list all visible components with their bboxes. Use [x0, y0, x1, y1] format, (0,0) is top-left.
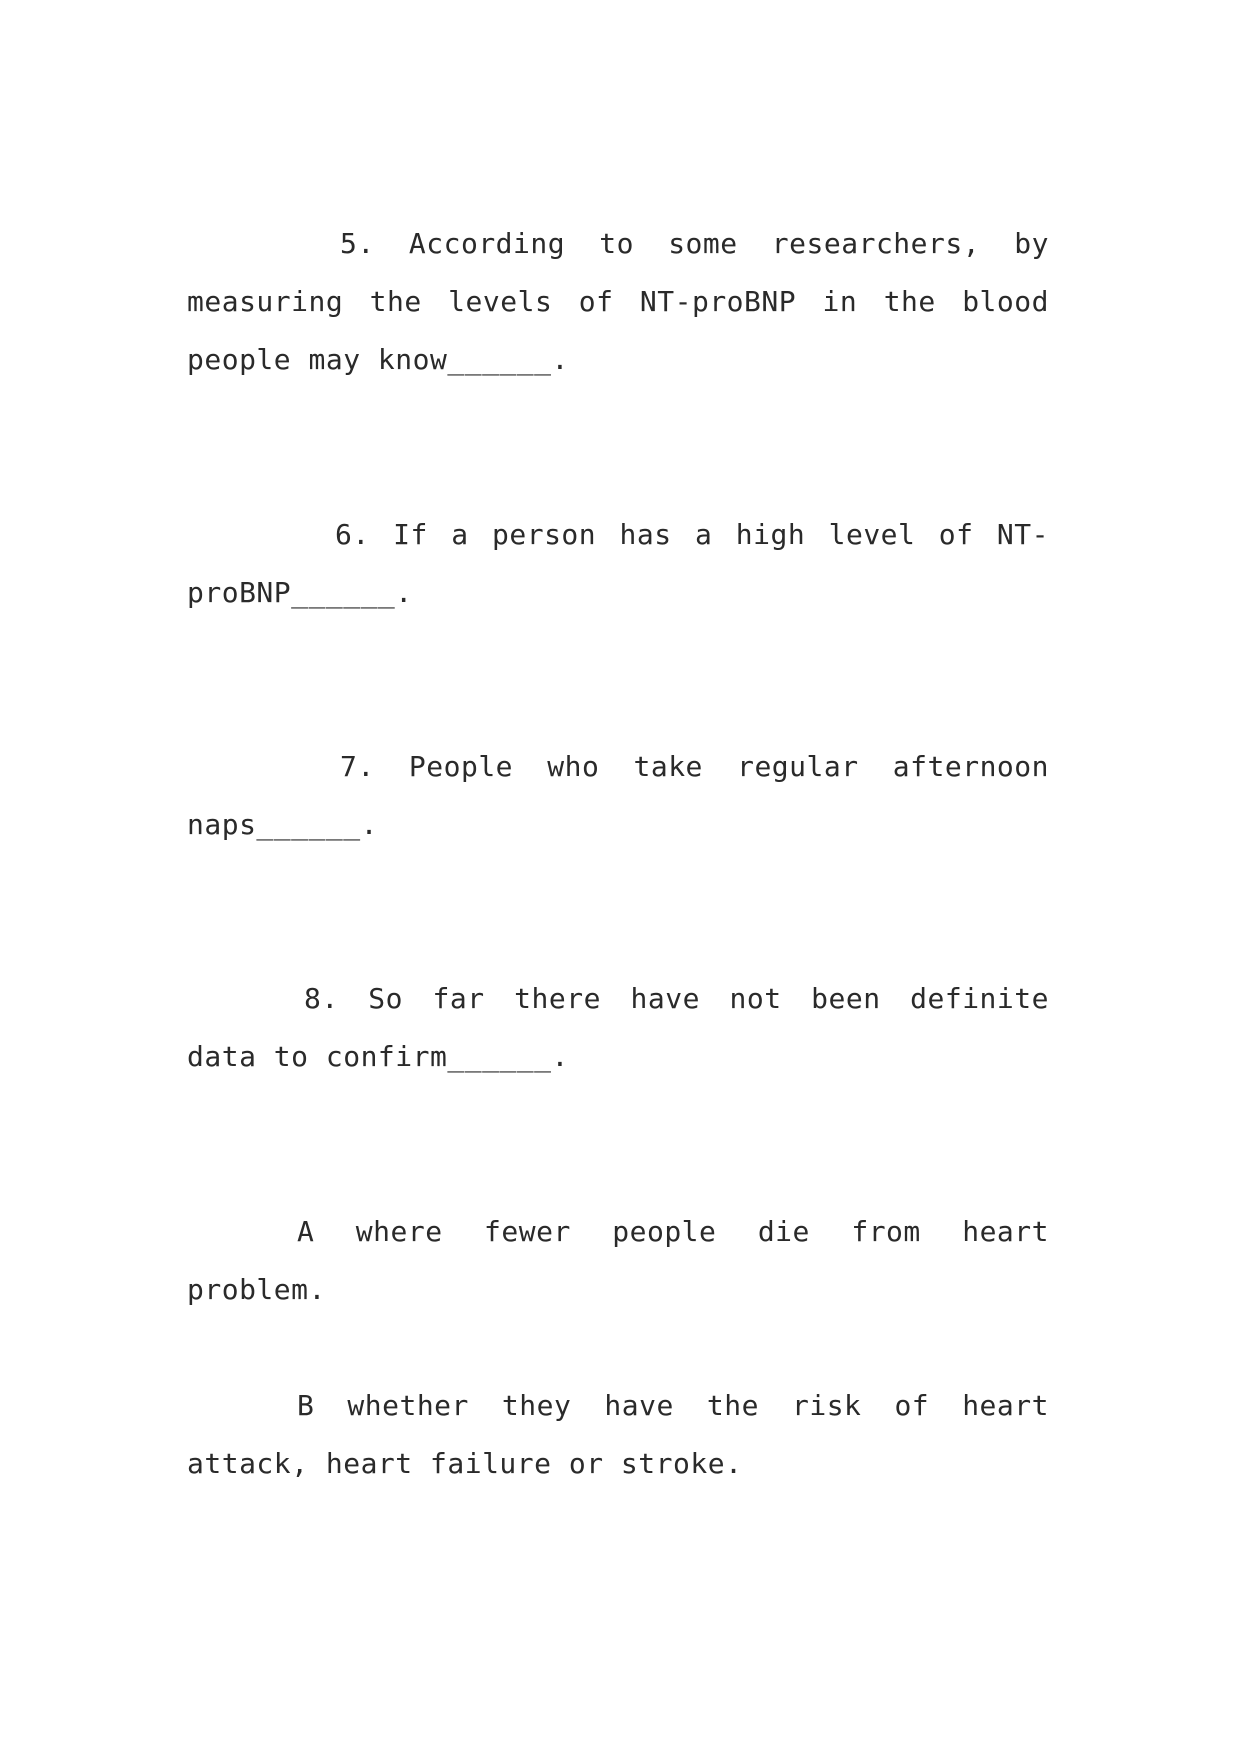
option-a: A where fewer people die from heart problem. [187, 1215, 1049, 1306]
option-b: B whether they have the risk of heart attack, heart failure or stroke. [187, 1389, 1049, 1480]
question-7: 7. People who take regular afternoon naps______. [187, 750, 1049, 841]
question-8: 8. So far there have not been definite data to confirm______. [187, 982, 1049, 1073]
question-5: 5. According to some researchers, by measuring the levels of NT-proBNP in the blood people may know______. [187, 227, 1049, 376]
question-6: 6. If a person has a high level of NT-proBNP______. [187, 518, 1049, 609]
